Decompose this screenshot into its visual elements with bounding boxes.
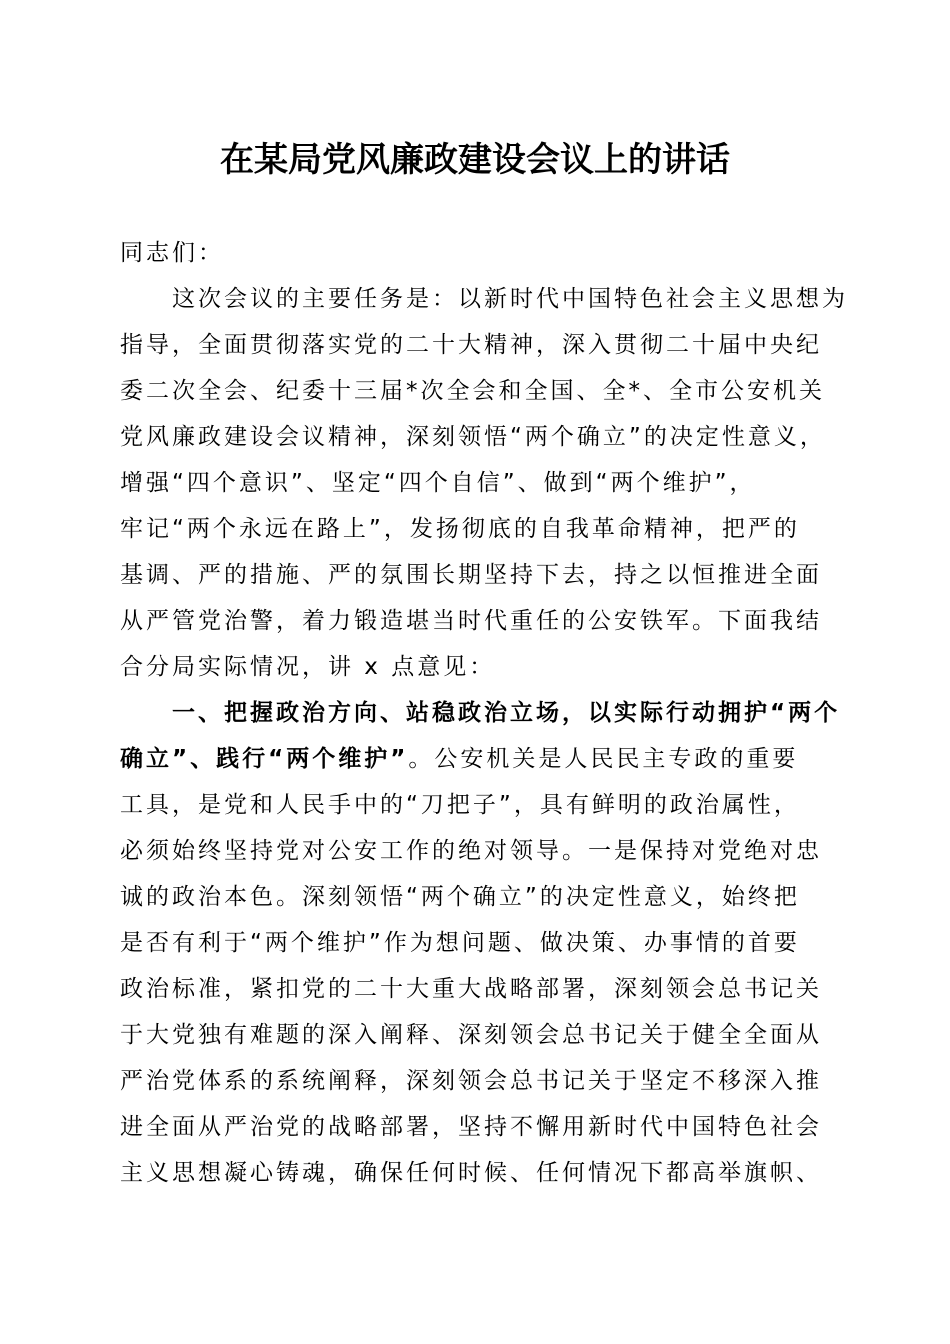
paragraph-line [120,276,848,322]
line-text: 政治标准，紧扣党的二十大重大战略部署，深刻领会总书记关 [120,976,822,1002]
paragraph-line [120,920,832,966]
line-text: 严治党体系的系统阐释，深刻领会总书记关于坚定不移深入推 [120,1068,822,1094]
paragraph-line [120,1058,832,1104]
paragraph-line [120,782,832,828]
line-text: 基调、严的措施、严的氛围长期坚持下去，持之以恒推进全面 [120,562,822,588]
bold-text: 一、把握政治方向、站稳政治立场，以实际行动拥护“两个 [120,700,841,726]
paragraph-line [120,230,832,276]
line-text: 于大党独有难题的深入阐释、深刻领会总书记关于健全全面从 [120,1022,822,1048]
paragraph-line [120,966,832,1012]
line-text: 。公安机关是人民民主专政的重要 [408,746,799,772]
line-text: 工具，是党和人民手中的“刀把子”，具有鲜明的政治属性， [120,792,800,818]
line-text: 合分局实际情况，讲 x 点意见： [120,654,496,680]
paragraph-line [120,552,832,598]
line-text: 委二次全会、纪委十三届*次全会和全国、全*、全市公安机关 [120,378,825,404]
paragraph-line [120,460,832,506]
section-heading-line [120,690,841,736]
line-text: 必须始终坚持党对公安工作的绝对领导。一是保持对党绝对忠 [120,838,822,864]
paragraph-line [120,874,832,920]
line-text: 这次会议的主要任务是：以新时代中国特色社会主义思想为 [120,286,848,312]
line-text: 进全面从严治党的战略部署，坚持不懈用新时代中国特色社会 [120,1114,822,1140]
paragraph-line [120,368,832,414]
line-text: 牢记“两个永远在路上”，发扬彻底的自我革命精神，把严的 [120,516,800,542]
line-text: 诚的政治本色。深刻领悟“两个确立”的决定性意义，始终把 [120,884,800,910]
section-heading-line [120,736,832,782]
paragraph-line [120,322,832,368]
document-title: 在某局党风廉政建设会议上的讲话 [220,140,730,180]
paragraph-line [120,828,832,874]
paragraph-line [120,1150,832,1196]
paragraph-line [120,414,832,460]
line-text: 是否有利于“两个维护”作为想问题、做决策、办事情的首要 [120,930,800,956]
bold-text: 确立”、践行“两个维护” [120,746,409,772]
paragraph-line [120,598,832,644]
line-text: 增强“四个意识”、坚定“四个自信”、做到“两个维护”， [120,470,756,496]
paragraph-line [120,1012,832,1058]
line-text: 指导，全面贯彻落实党的二十大精神，深入贯彻二十届中央纪 [120,332,822,358]
line-text: 从严管党治警，着力锻造堪当时代重任的公安铁军。下面我结 [120,608,822,634]
paragraph-line [120,506,832,552]
line-text: 党风廉政建设会议精神，深刻领悟“两个确立”的决定性意义， [120,424,826,450]
line-text: 同志们： [120,240,224,266]
paragraph-line [120,1104,832,1150]
document-body [120,230,848,1196]
paragraph-line [120,644,832,690]
line-text: 主义思想凝心铸魂，确保任何时候、任何情况下都高举旗帜、 [120,1160,822,1186]
